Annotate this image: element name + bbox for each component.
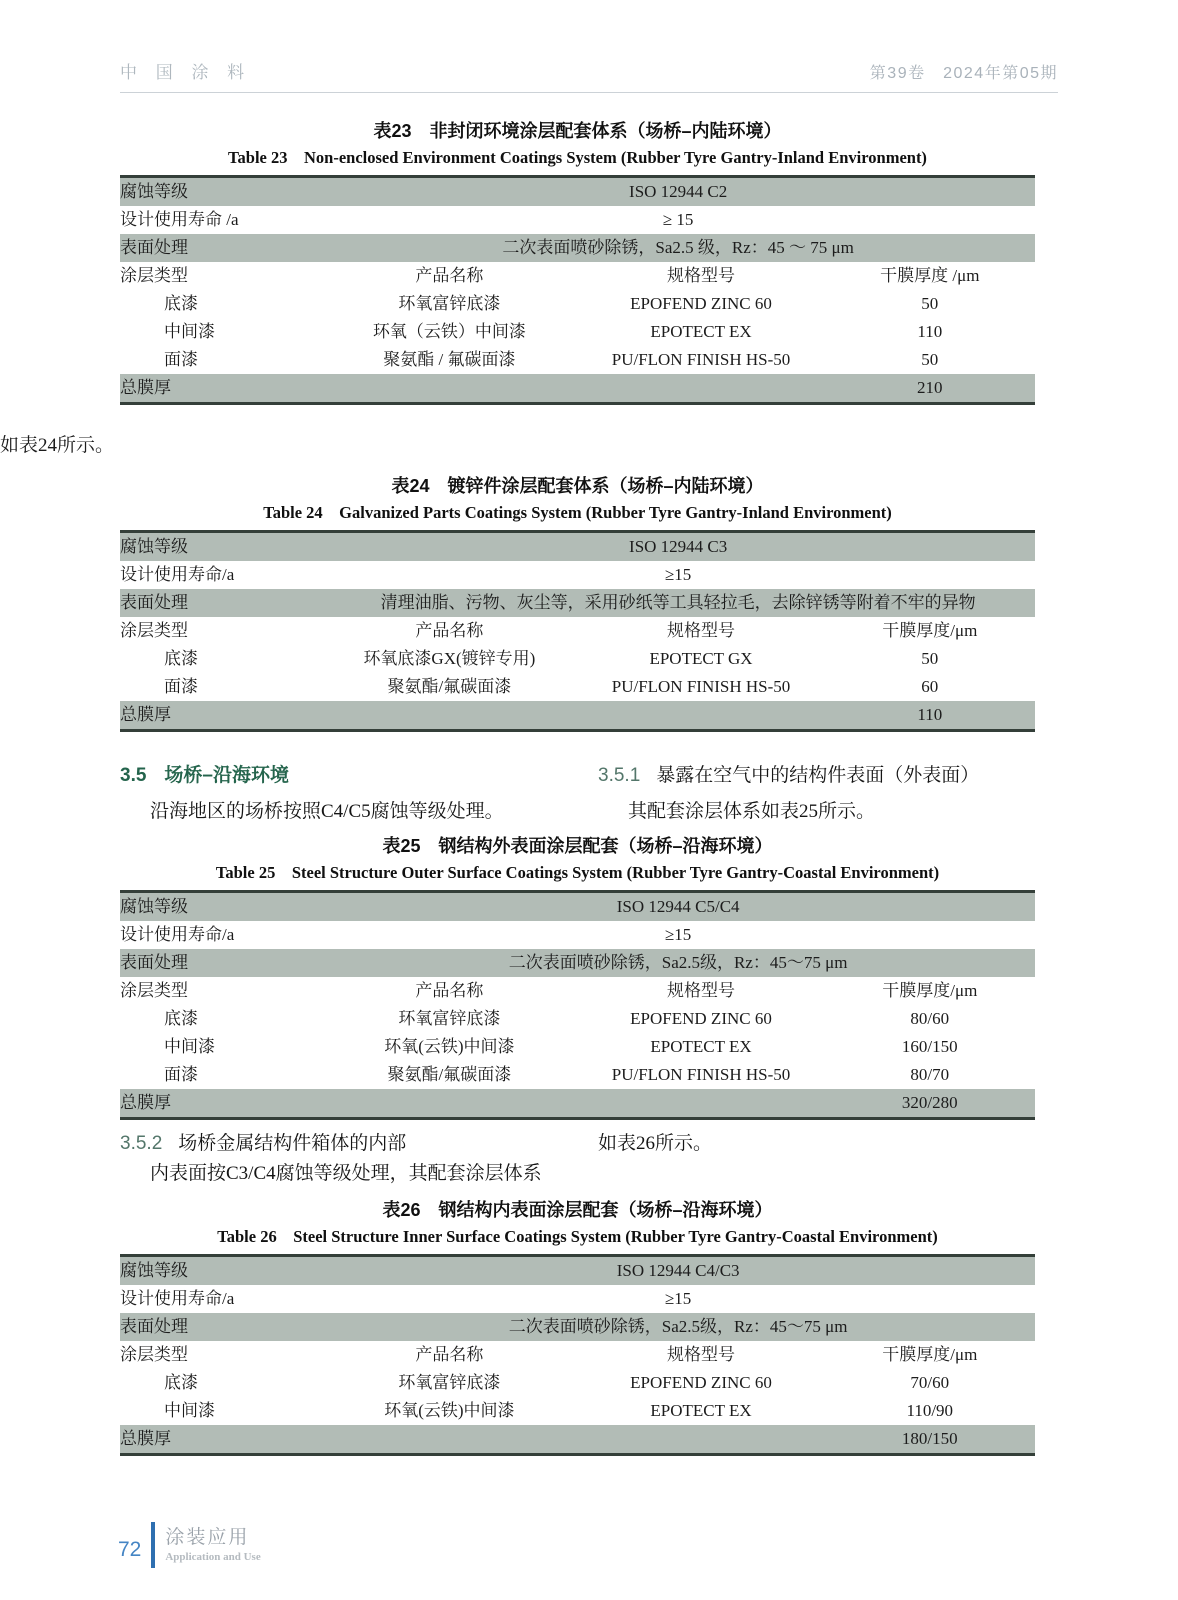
page-header <box>120 58 1058 93</box>
row-value: 110 <box>825 701 1035 731</box>
table-row <box>120 1285 1035 1313</box>
row-value: 环氧（云铁）中间漆 <box>372 322 526 341</box>
row-label: 表面处理 <box>120 589 321 617</box>
table24 <box>120 530 1035 732</box>
section-3-5-2 <box>120 1130 1058 1187</box>
footer-column-zh: 涂装应用 <box>165 1527 250 1548</box>
footer-column-name <box>165 1526 260 1564</box>
row-value: 50 <box>921 649 939 668</box>
row-value: 产品名称 <box>415 266 484 285</box>
page-footer <box>118 1522 261 1568</box>
table-row <box>120 589 1035 617</box>
row-value: 环氧富锌底漆 <box>398 1009 501 1028</box>
row-value: ≥15 <box>664 1289 692 1308</box>
table-header-row <box>120 977 1035 1005</box>
table25 <box>120 890 1035 1120</box>
row-label: 设计使用寿命 /a <box>120 210 239 229</box>
row-value: EPOFEND ZINC 60 <box>630 1373 772 1392</box>
table-row <box>120 561 1035 589</box>
table24-title-zh: 表24 镀锌件涂层配套体系（场桥–内陆环境） <box>391 476 764 496</box>
row-label: 腐蚀等级 <box>120 532 321 562</box>
row-value <box>321 1425 577 1455</box>
footer-column-en: Application and Use <box>165 1551 261 1563</box>
row-value <box>577 1425 824 1455</box>
table-row <box>120 1397 1035 1425</box>
table-row <box>120 177 1035 207</box>
row-value <box>577 701 824 731</box>
row-value: 干膜厚度/μm <box>882 621 978 640</box>
table-row <box>120 318 1035 346</box>
page-number: 72 <box>118 1538 142 1561</box>
row-value: 聚氨酯/氟碳面漆 <box>387 677 512 696</box>
section-3-5 <box>120 762 1058 825</box>
table-row <box>120 1061 1035 1089</box>
row-value: 110/90 <box>906 1401 954 1420</box>
row-value: EPOFEND ZINC 60 <box>630 294 772 313</box>
row-label: 表面处理 <box>120 1313 321 1341</box>
table25-block <box>120 833 1178 1120</box>
section-3-5-2-left <box>120 1130 598 1187</box>
row-value: 70/60 <box>910 1373 950 1392</box>
paragraph-ref-table24: 如表24所示。 <box>0 435 115 456</box>
row-value: 产品名称 <box>415 1345 484 1364</box>
row-label: 设计使用寿命/a <box>120 925 235 944</box>
row-value: ISO 12944 C4/C3 <box>321 1256 1035 1286</box>
row-label: 腐蚀等级 <box>120 177 321 207</box>
table-row <box>120 1005 1035 1033</box>
row-value: 110 <box>917 322 943 341</box>
row-label: 涂层类型 <box>120 1345 188 1364</box>
row-value: 环氧富锌底漆 <box>398 294 501 313</box>
table-row <box>120 374 1035 404</box>
table24-title-en: Table 24 Galvanized Parts Coatings System (Rubber Tyre Gantry-Inland Environment) <box>263 503 892 522</box>
row-label: 设计使用寿命/a <box>120 565 235 584</box>
table26 <box>120 1254 1035 1456</box>
row-value: 清理油脂、污物、灰尘等，采用砂纸等工具轻拉毛，去除锌锈等附着不牢的异物 <box>321 589 1035 617</box>
section-3-5-2-heading <box>120 1130 598 1157</box>
row-label: 面漆 <box>164 1065 198 1084</box>
row-value: 干膜厚度 /μm <box>880 266 980 285</box>
table23-title-en: Table 23 Non-enclosed Environment Coatings System (Rubber Tyre Gantry-Inland Environment) <box>228 148 927 167</box>
section-number: 3.5.2 <box>120 1133 163 1154</box>
section-3-5-2-right-text: 如表26所示。 <box>598 1133 713 1154</box>
section-title: 场桥金属结构件箱体的内部 <box>178 1133 407 1154</box>
row-label: 中间漆 <box>164 322 215 341</box>
row-label: 涂层类型 <box>120 621 188 640</box>
table-row <box>120 234 1035 262</box>
row-value: ≥15 <box>664 565 692 584</box>
row-value: EPOTECT EX <box>650 1037 752 1056</box>
row-label: 总膜厚 <box>120 374 321 404</box>
row-label: 涂层类型 <box>120 981 188 1000</box>
row-value: 规格型号 <box>667 621 735 640</box>
row-value: EPOTECT GX <box>649 649 753 668</box>
row-value: 二次表面喷砂除锈，Sa2.5 级，Rz：45 ～ 75 μm <box>321 234 1035 262</box>
row-value: EPOTECT EX <box>650 322 752 341</box>
issue-info: 第39卷 2024年第05期 <box>869 65 1058 82</box>
row-value: 180/150 <box>825 1425 1035 1455</box>
row-value: ≥ 15 <box>662 210 694 229</box>
row-value: PU/FLON FINISH HS-50 <box>611 677 791 696</box>
row-value: 聚氨酯/氟碳面漆 <box>387 1065 512 1084</box>
table-row <box>120 532 1035 562</box>
row-value: 产品名称 <box>415 981 484 1000</box>
table-row <box>120 1369 1035 1397</box>
table-row <box>120 1256 1035 1286</box>
row-value: 320/280 <box>825 1089 1035 1119</box>
row-value: 二次表面喷砂除锈，Sa2.5级，Rz：45～75 μm <box>321 949 1035 977</box>
row-value: 环氧底漆GX(镀锌专用) <box>363 649 536 668</box>
journal-brand: 中 国 涂 料 <box>120 63 252 82</box>
footer-divider-bar <box>151 1522 155 1568</box>
section-3-5-1-heading <box>598 762 1058 789</box>
table-row <box>120 892 1035 922</box>
row-label: 底漆 <box>164 294 198 313</box>
section-number: 3.5 <box>120 765 147 786</box>
table23-title-zh: 表23 非封闭环境涂层配套体系（场桥–内陆环境） <box>373 121 782 141</box>
row-value: EPOFEND ZINC 60 <box>630 1009 772 1028</box>
table-row <box>120 346 1035 374</box>
row-value <box>577 1089 824 1119</box>
table-row <box>120 701 1035 731</box>
row-value: 80/70 <box>910 1065 950 1084</box>
table-row <box>120 1425 1035 1455</box>
row-label: 底漆 <box>164 649 198 668</box>
row-label: 中间漆 <box>164 1401 215 1420</box>
table26-block <box>120 1197 1178 1456</box>
section-3-5-2-right <box>598 1130 1058 1187</box>
row-value: ISO 12944 C2 <box>321 177 1035 207</box>
row-label: 表面处理 <box>120 949 321 977</box>
row-label: 设计使用寿命/a <box>120 1289 235 1308</box>
table-row <box>120 290 1035 318</box>
row-label: 底漆 <box>164 1373 198 1392</box>
row-value: 规格型号 <box>667 981 735 1000</box>
row-value: 210 <box>825 374 1035 404</box>
table26-title-zh: 表26 钢结构内表面涂层配套（场桥–沿海环境） <box>382 1200 773 1220</box>
table-header-row <box>120 617 1035 645</box>
row-value: 环氧(云铁)中间漆 <box>384 1401 515 1420</box>
section-3-5-right <box>598 762 1058 825</box>
row-value: 二次表面喷砂除锈，Sa2.5级，Rz：45～75 μm <box>321 1313 1035 1341</box>
row-value: EPOTECT EX <box>650 1401 752 1420</box>
row-label: 表面处理 <box>120 234 321 262</box>
section-3-5-body: 沿海地区的场桥按照C4/C5腐蚀等级处理。 <box>150 801 504 822</box>
row-value: 规格型号 <box>667 266 735 285</box>
section-3-5-left <box>120 762 598 825</box>
section-3-5-2-body: 内表面按C3/C4腐蚀等级处理，其配套涂层体系 <box>150 1163 542 1184</box>
section-number: 3.5.1 <box>598 765 641 786</box>
row-value: 环氧富锌底漆 <box>398 1373 501 1392</box>
table-row <box>120 921 1035 949</box>
table23-block <box>120 118 1178 405</box>
row-value: 干膜厚度/μm <box>882 1345 978 1364</box>
row-value: 环氧(云铁)中间漆 <box>384 1037 515 1056</box>
row-value <box>321 1089 577 1119</box>
row-value: PU/FLON FINISH HS-50 <box>611 350 791 369</box>
row-value <box>321 374 577 404</box>
table23 <box>120 175 1035 405</box>
table-header-row <box>120 262 1035 290</box>
table26-title-en: Table 26 Steel Structure Inner Surface Coatings System (Rubber Tyre Gantry-Coastal Environment) <box>217 1227 938 1246</box>
table-row <box>120 206 1035 234</box>
section-3-5-1-body: 其配套涂层体系如表25所示。 <box>628 801 876 822</box>
section-3-5-heading <box>120 762 598 789</box>
row-value: 160/150 <box>901 1037 958 1056</box>
table-header-row <box>120 1341 1035 1369</box>
row-label: 总膜厚 <box>120 1089 321 1119</box>
row-label: 腐蚀等级 <box>120 892 321 922</box>
row-label: 总膜厚 <box>120 701 321 731</box>
row-label: 腐蚀等级 <box>120 1256 321 1286</box>
row-value: PU/FLON FINISH HS-50 <box>611 1065 791 1084</box>
row-value: 产品名称 <box>415 621 484 640</box>
row-value: 规格型号 <box>667 1345 735 1364</box>
row-label: 面漆 <box>164 350 198 369</box>
row-value: 聚氨酯 / 氟碳面漆 <box>383 350 516 369</box>
row-label: 涂层类型 <box>120 266 188 285</box>
row-value: ISO 12944 C5/C4 <box>321 892 1035 922</box>
table24-block <box>120 473 1178 732</box>
table-row <box>120 673 1035 701</box>
row-value: 80/60 <box>910 1009 950 1028</box>
row-value <box>577 374 824 404</box>
row-value <box>321 701 577 731</box>
table-row <box>120 949 1035 977</box>
table-row <box>120 645 1035 673</box>
row-value: ≥15 <box>664 925 692 944</box>
table25-title-zh: 表25 钢结构外表面涂层配套（场桥–沿海环境） <box>382 836 773 856</box>
table-row <box>120 1033 1035 1061</box>
row-value: 干膜厚度/μm <box>882 981 978 1000</box>
row-value: 60 <box>921 677 939 696</box>
section-title: 暴露在空气中的结构件表面（外表面） <box>656 765 980 786</box>
table-row <box>120 1313 1035 1341</box>
table25-title-en: Table 25 Steel Structure Outer Surface Coatings System (Rubber Tyre Gantry-Coastal Environment) <box>215 863 940 882</box>
table-row <box>120 1089 1035 1119</box>
section-title: 场桥–沿海环境 <box>164 765 289 786</box>
row-value: 50 <box>921 294 939 313</box>
row-label: 面漆 <box>164 677 198 696</box>
row-label: 总膜厚 <box>120 1425 321 1455</box>
row-value: ISO 12944 C3 <box>321 532 1035 562</box>
row-value: 50 <box>921 350 939 369</box>
row-label: 底漆 <box>164 1009 198 1028</box>
row-label: 中间漆 <box>164 1037 215 1056</box>
